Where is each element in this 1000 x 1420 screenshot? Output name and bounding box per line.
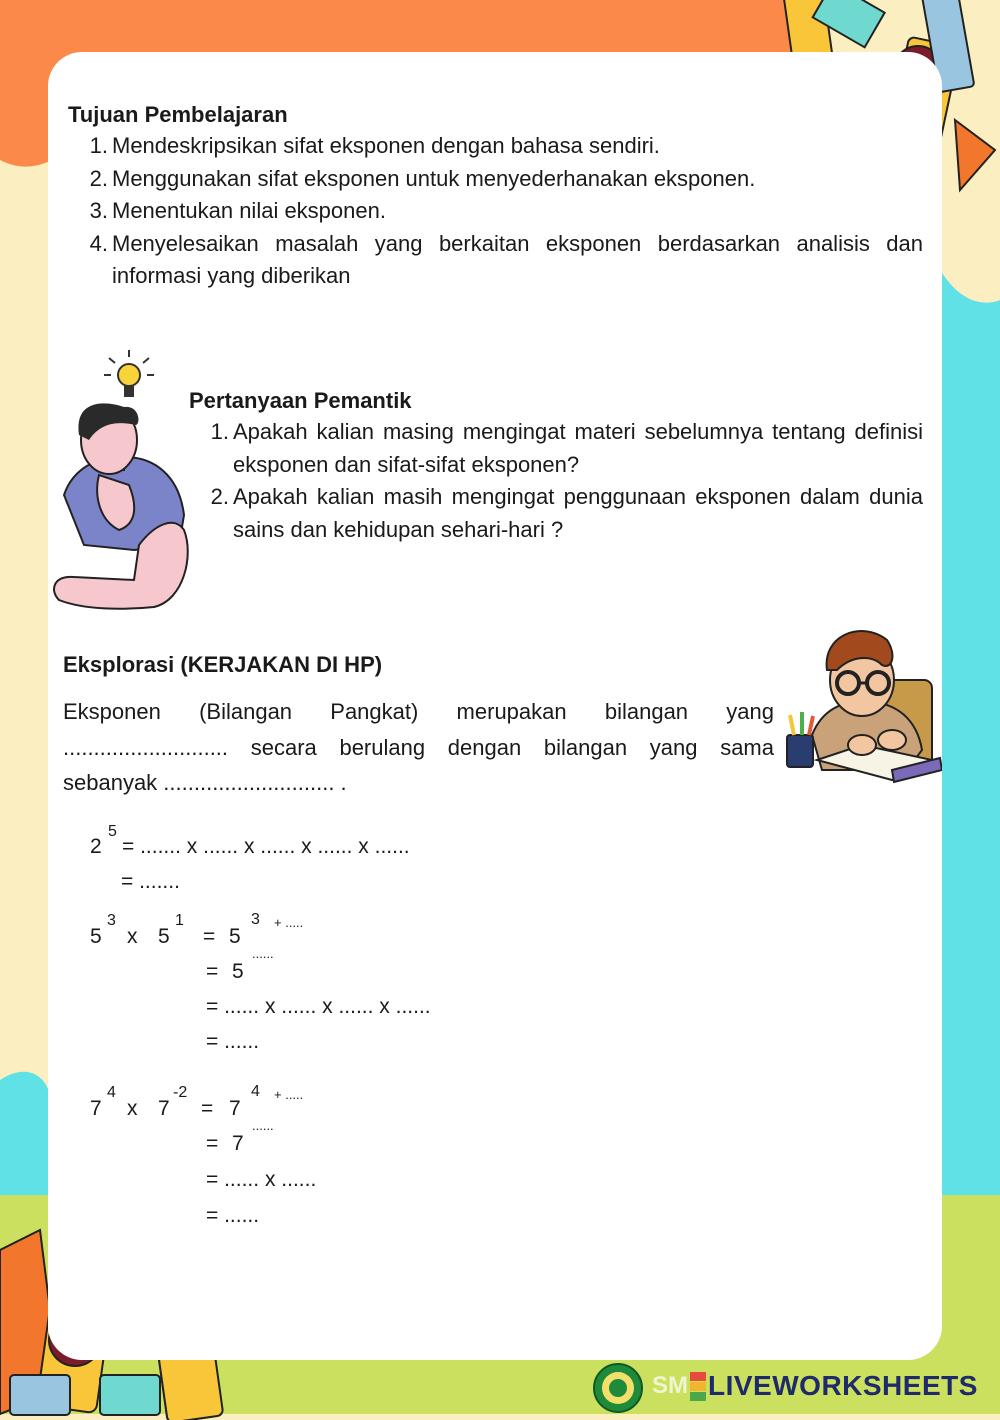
guiding-questions-heading: Pertanyaan Pemantik: [189, 388, 412, 413]
list-item: 1. Mendeskripsikan sifat eksponen dengan bahasa sendiri.: [89, 133, 660, 158]
guiding-questions-list: [203, 416, 923, 546]
list-item: 2. Menggunakan sifat eksponen untuk menyederhanakan eksponen.: [89, 165, 756, 191]
list-item: 4. Menyelesaikan masalah yang berkaitan eksponen berdasarkan analisis dan informasi yang diberikan: [89, 230, 923, 288]
list-item: 2. Apakah kalian masih mengingat penggunaan eksponen dalam dunia sains dan kehidupan sehari-hari ?: [210, 484, 923, 542]
list-item: 1. Apakah kalian masing mengingat materi sebelumnya tentang definisi eksponen dan sifat-sifat eksponen?: [210, 419, 923, 477]
footer-logo: [592, 1360, 992, 1412]
answer-field[interactable]: = ...... x ...... x ...... x ......: [206, 995, 431, 1018]
answer-field[interactable]: + .....: [274, 1087, 304, 1102]
answer-field[interactable]: = ......: [206, 1204, 260, 1227]
thinking-person-illustration: [44, 345, 204, 615]
school-emblem-icon: [592, 1362, 644, 1414]
faded-school-text: SM: [652, 1372, 688, 1399]
guiding-questions-section: [189, 388, 923, 546]
learning-objectives-section: [68, 102, 923, 293]
answer-field[interactable]: = ...... x ......: [206, 1168, 317, 1191]
liveworksheets-logo-text[interactable]: LIVEWORKSHEETS: [708, 1370, 978, 1401]
list-item: 3. Menentukan nilai eksponen.: [89, 198, 386, 223]
exploration-paragraph: Eksponen (Bilangan Pangkat) merupakan bilangan yang ........................... secara berulang dengan bilangan yang sama sebanyak ............................ .: [63, 699, 774, 795]
exploration-heading: Eksplorasi (KERJAKAN DI HP): [63, 652, 383, 677]
learning-objectives-heading: Tujuan Pembelajaran: [68, 102, 288, 127]
answer-field[interactable]: ......: [252, 946, 274, 961]
answer-field[interactable]: = ......: [206, 1030, 260, 1053]
answer-field[interactable]: = ....... x ...... x ...... x ...... x ......: [122, 835, 410, 858]
learning-objectives-list: [82, 130, 923, 293]
exploration-section: [63, 652, 774, 801]
answer-field[interactable]: ......: [252, 1118, 274, 1133]
liveworksheets-icon: [690, 1372, 706, 1402]
lightbulb-icon: [104, 350, 154, 397]
answer-field[interactable]: + .....: [274, 915, 304, 930]
answer-field[interactable]: = .......: [121, 870, 180, 893]
studying-boy-illustration: [782, 620, 942, 790]
